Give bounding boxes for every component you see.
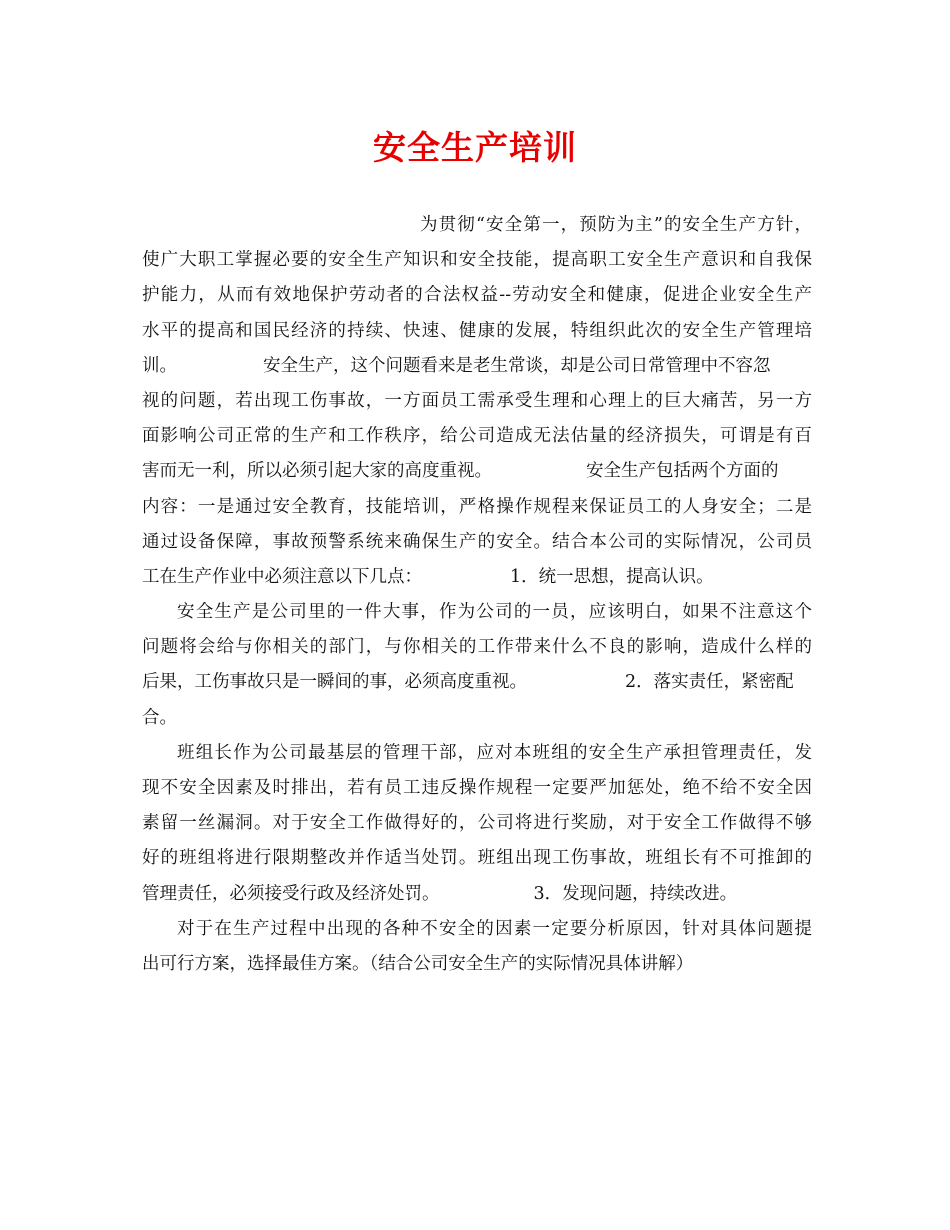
body-line: 安全生产是公司里的一件大事，作为公司的一员，应该明白，如果不注意这个 <box>177 602 812 623</box>
body-line: 视的问题，若出现工伤事故，一方面员工需承受生理和心理上的巨大痛苦，另一方 <box>142 390 812 411</box>
body-line: 班组长作为公司最基层的管理干部，应对本班组的安全生产承担管理责任，发 <box>177 742 812 763</box>
body-line: 对于在生产过程中出现的各种不安全的因素一定要分析原因，针对具体问题提 <box>177 918 812 939</box>
body-line <box>142 454 812 489</box>
body-line-segment: 1．统一思想，提高认识。 <box>510 566 714 587</box>
body-line-segment: 安全生产，这个问题看来是老生常谈，却是公司日常管理中不容忽 <box>263 355 771 376</box>
document-title: 安全生产培训 <box>373 128 577 167</box>
body-line: 问题将会给与你相关的部门，与你相关的工作带来什么不良的影响，造成什么样的 <box>142 637 812 658</box>
body-line: 内容：一是通过安全教育，技能培训，严格操作规程来保证员工的人身安全；二是 <box>142 496 812 517</box>
body-line: 素留一丝漏洞。对于安全工作做得好的，公司将进行奖励，对于安全工作做得不够 <box>142 813 812 834</box>
body-line-segment: 害而无一利，所以必须引起大家的高度重视。 <box>142 461 492 482</box>
body-line-segment: 工在生产作业中必须注意以下几点： <box>142 566 422 587</box>
body-line-segment: 训。 <box>142 355 177 376</box>
document-body <box>142 208 812 982</box>
body-line: 通过设备保障，事故预警系统来确保生产的安全。结合本公司的实际情况，公司员 <box>142 531 812 552</box>
body-line: 合。 <box>142 707 177 728</box>
body-line <box>142 560 812 595</box>
body-line <box>142 349 812 384</box>
body-line-segment: 安全生产包括两个方面的 <box>586 461 779 482</box>
body-line: 使广大职工掌握必要的安全生产知识和安全技能，提高职工安全生产意识和自我保 <box>142 250 812 271</box>
body-line <box>142 877 812 912</box>
body-line: 为贯彻“安全第一，预防为主”的安全生产方针， <box>420 215 812 235</box>
body-line: 现不安全因素及时排出，若有员工违反操作规程一定要严加惩处，绝不给不安全因 <box>142 778 812 798</box>
body-line: 护能力，从而有效地保护劳动者的合法权益--劳动安全和健康，促进企业安全生产 <box>142 285 812 306</box>
body-line: 出可行方案，选择最佳方案。（结合公司安全生产的实际情况具体讲解） <box>142 953 694 974</box>
body-line-segment: 2．落实责任，紧密配 <box>625 672 794 693</box>
body-line-segment: 后果，工伤事故只是一瞬间的事，必须高度重视。 <box>142 672 527 693</box>
body-line: 好的班组将进行限期整改并作适当处罚。班组出现工伤事故，班组长有不可推卸的 <box>142 848 812 869</box>
body-line <box>142 665 812 700</box>
body-line: 水平的提高和国民经济的持续、快速、健康的发展，特组织此次的安全生产管理培 <box>142 320 812 341</box>
body-line: 面影响公司正常的生产和工作秩序，给公司造成无法估量的经济损失，可谓是有百 <box>142 426 812 447</box>
body-line-segment: 3．发现问题，持续改进。 <box>533 883 738 904</box>
body-line-segment: 管理责任，必须接受行政及经济处罚。 <box>142 883 440 904</box>
